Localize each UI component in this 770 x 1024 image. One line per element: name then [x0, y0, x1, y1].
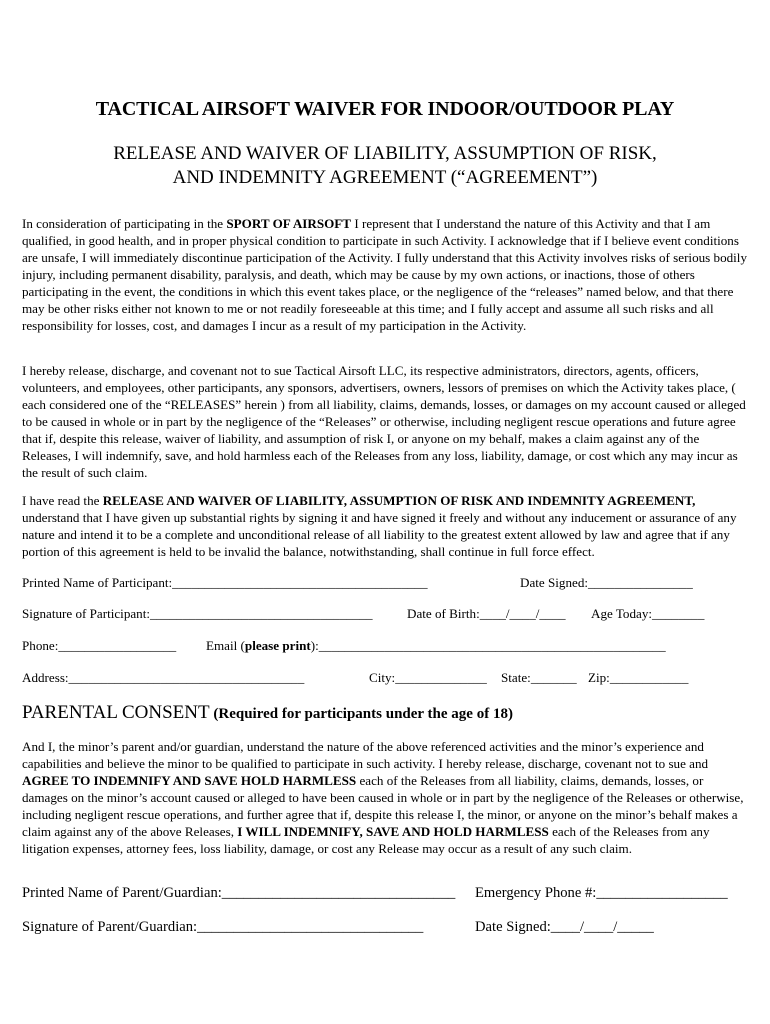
parental-consent-heading: [22, 702, 513, 724]
date-of-birth-field[interactable]: Date of Birth:____/____/____: [407, 606, 566, 621]
p4-text-a: And I, the minor’s parent and/or guardian, understand the nature of the above referenced activities and the minor’s experience and capabilities and believe the minor to be qualified to participate in such activity. I hereby release, discharge, covenant not to sue and: [22, 739, 709, 771]
guardian-signature-field[interactable]: Signature of Parent/Guardian:_______________________________: [22, 919, 424, 935]
email-label-a: Email (: [206, 638, 245, 653]
document-title: TACTICAL AIRSOFT WAIVER FOR INDOOR/OUTDOOR PLAY: [95, 98, 675, 120]
paragraph-assumption-of-risk: [22, 215, 748, 334]
address-field[interactable]: Address:____________________________________: [22, 670, 305, 685]
email-field[interactable]: [206, 638, 666, 654]
guardian-printed-name-field[interactable]: Printed Name of Parent/Guardian:________________________________: [22, 885, 456, 901]
printed-name-field[interactable]: Printed Name of Participant:_______________________________________: [22, 575, 428, 590]
paragraph-acknowledgement: [22, 492, 748, 560]
state-field[interactable]: State:_______: [501, 670, 577, 685]
p4-text-c: each of the Releases from all liability, claims, demands, losses, or damages on the minor’s account caused or alleged to have been caused in whole or in part by the negligence of the Releases or otherwise, including negligent rescue operations, and further agree that if, despite this release I, the minor, or anyone on the minor’s behalf makes a claim against any of the above Releases,: [22, 773, 744, 839]
parental-consent-title: PARENTAL CONSENT: [22, 702, 210, 723]
subtitle-line-2: AND INDEMNITY AGREEMENT (“AGREEMENT”): [172, 167, 598, 188]
p4-text-e: each of the Releases from any litigation expenses, attorney fees, loss liability, damage, or cost any Release may occur as a result of any such claim.: [22, 824, 710, 856]
paragraph-release: I hereby release, discharge, and covenant not to sue Tactical Airsoft LLC, its respective administrators, directors, agents, officers, volunteers, and employees, other participants, any sponsors, advertisers, owners, lessors of premises on which the Activity takes place, ( each considered one of the “RELEASES” herein ) from all liability, claims, demands, losses, or damages on my account caused or alleged to be caused in whole or in part by the negligence of the “Releases” or otherwise, including negligent rescue operations and future agree that if, despite this release, waiver of liability, and assumption of risk I, or anyone on my behalf, makes a claim against any of the Releases, I will indemnify, save, and hold harmless each of the Releases from any loss, liability, damage, or cost which any may incur as the result of such claim.: [22, 363, 746, 480]
zip-field[interactable]: Zip:____________: [588, 670, 689, 685]
p4-bold-indemnify: AGREE TO INDEMNIFY AND SAVE HOLD HARMLESS: [22, 773, 357, 788]
paragraph-parental-consent: [22, 738, 748, 857]
p1-text-c: I represent that I understand the nature of this Activity and that I am qualified, in good health, and in proper physical condition to participate in such Activity. I acknowledge that if I believe event conditions are unsafe, I will immediately discontinue participation of the Activity. I fully understand that this Activity involves risks of serious bodily injury, including permanent disability, paralysis, and death, which may be cause by my own actions, or inactions, those of others participating in the event, the conditions in which this event takes place, or the negligence of the “releases” named below, and that there may be other risks either not known to me or not readily foreseeable at this time; and I fully accept and assume all such risks and all responsibility for losses, cost, and damages I incur as a result of my participation in the Activity.: [22, 216, 747, 333]
age-today-field[interactable]: Age Today:________: [591, 606, 705, 621]
p3-text-c: understand that I have given up substantial rights by signing it and have signed it freely and without any inducement or assurance of any nature and intend it to be a complete and unconditional release of all liability to the greatest extent allowed by law and agree that if any portion of this agreement is held to be invalid the balance, notwithstanding, shall continue in full force effect.: [22, 510, 737, 559]
p1-text-a: In consideration of participating in the: [22, 216, 227, 231]
parental-consent-note: (Required for participants under the age of 18): [209, 706, 513, 722]
p1-bold-sport: SPORT OF AIRSOFT: [226, 216, 352, 231]
city-field[interactable]: City:______________: [369, 670, 487, 685]
email-please-print: please print: [244, 638, 311, 653]
emergency-phone-field[interactable]: Emergency Phone #:__________________: [475, 885, 728, 901]
participant-signature-field[interactable]: Signature of Participant:__________________________________: [22, 606, 373, 621]
p3-bold-agreement: RELEASE AND WAIVER OF LIABILITY, ASSUMPTION OF RISK AND INDEMNITY AGREEMENT,: [102, 493, 696, 508]
guardian-date-signed-field[interactable]: Date Signed:____/____/_____: [475, 919, 654, 935]
phone-field[interactable]: Phone:__________________: [22, 638, 177, 653]
document-subtitle: [0, 142, 770, 190]
email-label-c: ):_____________________________________________________: [310, 638, 666, 653]
date-signed-field[interactable]: Date Signed:________________: [520, 575, 693, 590]
subtitle-line-1: RELEASE AND WAIVER OF LIABILITY, ASSUMPTION OF RISK,: [113, 143, 657, 164]
p4-bold-hold-harmless: I WILL INDEMNIFY, SAVE AND HOLD HARMLESS: [237, 824, 549, 839]
p3-text-a: I have read the: [22, 493, 103, 508]
